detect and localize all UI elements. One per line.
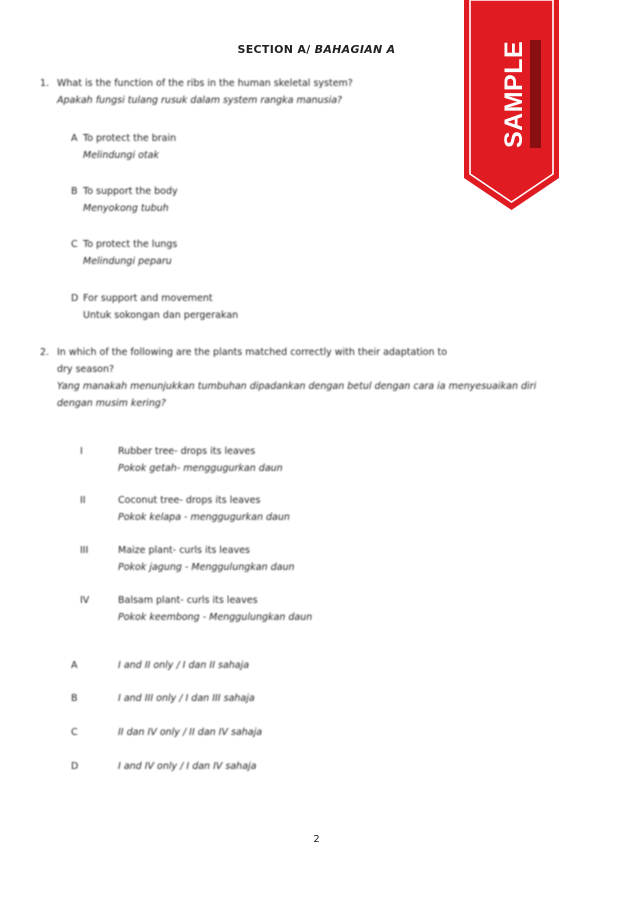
answer-letter: B <box>71 693 78 704</box>
statement-roman: II <box>80 495 86 506</box>
question-2 <box>40 344 600 412</box>
section-title-main: SECTION A/ <box>237 43 311 56</box>
option-letter: B <box>71 186 78 197</box>
statement-text-ms: Pokok kelapa - menggugurkan daun <box>118 512 290 523</box>
answer-text: I and IV only / I dan IV sahaja <box>118 761 257 772</box>
question-text-ms-line-1: Yang manakah menunjukkan tumbuhan dipadankan dengan betul dengan cara ia menyesuaikan diri <box>57 381 537 392</box>
option-text-en: For support and movement <box>83 293 213 304</box>
statement-text-en: Rubber tree- drops its leaves <box>118 446 256 457</box>
answer-letter: A <box>71 660 78 671</box>
option-letter: C <box>71 239 78 250</box>
option-text-ms: Untuk sokongan dan pergerakan <box>83 310 239 321</box>
statement-roman: I <box>80 446 83 457</box>
statement-text-ms: Pokok getah- menggugurkan daun <box>118 463 283 474</box>
question-text-ms: Apakah fungsi tulang rusuk dalam system rangka manusia? <box>57 95 343 106</box>
question-text-en-line-1: In which of the following are the plants matched correctly with their adaptation to <box>57 347 448 358</box>
statement-text-en: Maize plant- curls its leaves <box>118 545 251 556</box>
option-text-en: To protect the lungs <box>83 239 178 250</box>
option-text-en: To support the body <box>83 186 178 197</box>
page-number: 2 <box>313 834 320 845</box>
question-text-en-line-2: dry season? <box>57 364 115 375</box>
answer-text: II dan IV only / II dan IV sahaja <box>118 727 263 738</box>
answer-letter: C <box>71 727 78 738</box>
stamp-label: SAMPLE <box>500 40 528 148</box>
question-number: 1. <box>40 78 50 89</box>
answer-letter: D <box>71 761 79 772</box>
statement-roman: III <box>80 545 89 556</box>
statement-text-ms: Pokok jagung - Menggulungkan daun <box>118 562 295 573</box>
option-text-en: To protect the brain <box>83 133 177 144</box>
option-text-ms: Melindungi peparu <box>83 256 172 267</box>
question-text-ms-line-2: dengan musim kering? <box>57 398 166 409</box>
statement-text-en: Balsam plant- curls its leaves <box>118 595 258 606</box>
answer-text: I and III only / I dan III sahaja <box>118 693 255 704</box>
statement-roman: IV <box>80 595 90 606</box>
option-letter: D <box>71 293 79 304</box>
option-text-ms: Melindungi otak <box>83 150 159 161</box>
option-letter: A <box>71 133 78 144</box>
stamp-dark-bar <box>530 40 541 148</box>
section-title-italic: BAHAGIAN A <box>314 43 396 56</box>
answer-text: I and II only / I dan II sahaja <box>118 660 250 671</box>
question-number: 2. <box>40 347 50 358</box>
option-text-ms: Menyokong tubuh <box>83 203 169 214</box>
question-text-en: What is the function of the ribs in the human skeletal system? <box>57 78 353 89</box>
statement-text-en: Coconut tree- drops its leaves <box>118 495 261 506</box>
statement-text-ms: Pokok keembong - Menggulungkan daun <box>118 612 313 623</box>
